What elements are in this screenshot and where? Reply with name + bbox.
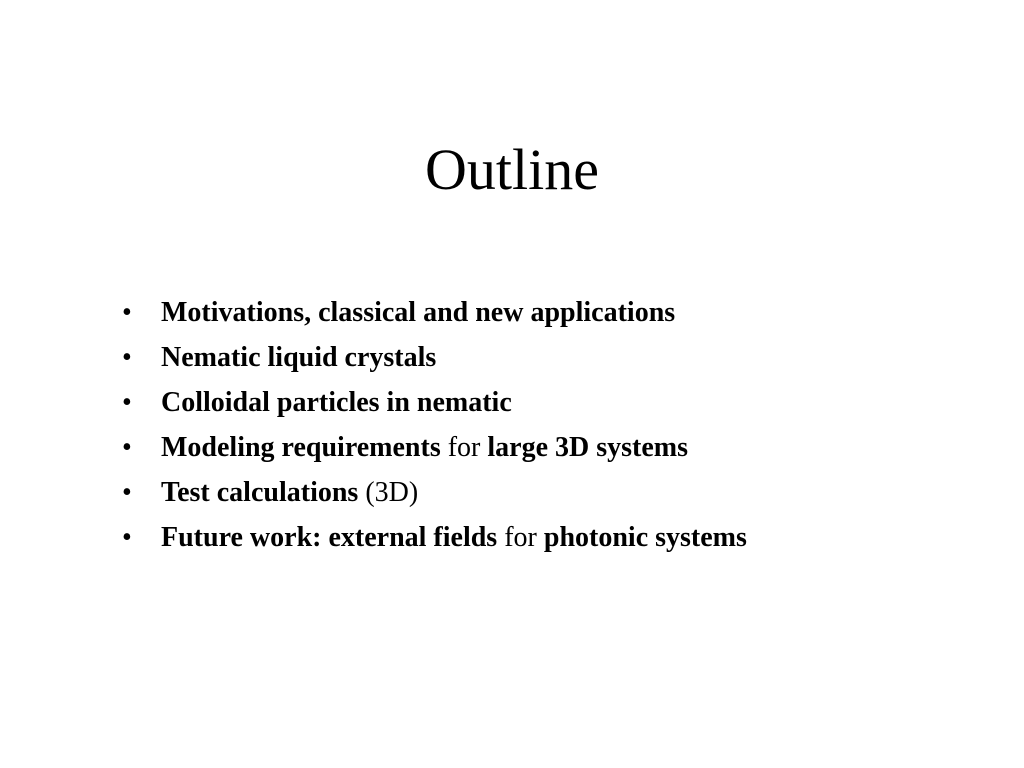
bullet-text-bold: photonic systems xyxy=(543,522,747,553)
bullet-item xyxy=(122,470,747,515)
bullet-item xyxy=(122,290,747,335)
bullet-text-bold: Test calculations xyxy=(161,477,359,508)
bullet-text-bold: Future work: external fields xyxy=(161,522,498,553)
bullet-text: for xyxy=(440,432,488,463)
bullet-list xyxy=(122,290,747,560)
bullet-item xyxy=(122,515,747,560)
bullet-text: (3D) xyxy=(358,477,419,508)
bullet-text-bold: large 3D systems xyxy=(487,432,689,463)
bullet-item xyxy=(122,335,747,380)
bullet-item xyxy=(122,380,747,425)
bullet-icon: • xyxy=(122,297,132,328)
slide-title: Outline xyxy=(425,137,599,202)
bullet-icon: • xyxy=(122,342,132,373)
bullet-icon: • xyxy=(122,522,132,553)
bullet-item xyxy=(122,425,747,470)
bullet-text-bold: Colloidal particles in nematic xyxy=(161,387,512,418)
bullet-text: for xyxy=(497,522,544,553)
bullet-text-bold: Modeling requirements xyxy=(161,432,441,463)
bullet-icon: • xyxy=(122,477,132,508)
bullet-icon: • xyxy=(122,432,132,463)
bullet-text-bold: Motivations, classical and new applications xyxy=(161,297,676,328)
bullet-icon: • xyxy=(122,387,132,418)
bullet-text-bold: Nematic liquid crystals xyxy=(161,342,437,373)
